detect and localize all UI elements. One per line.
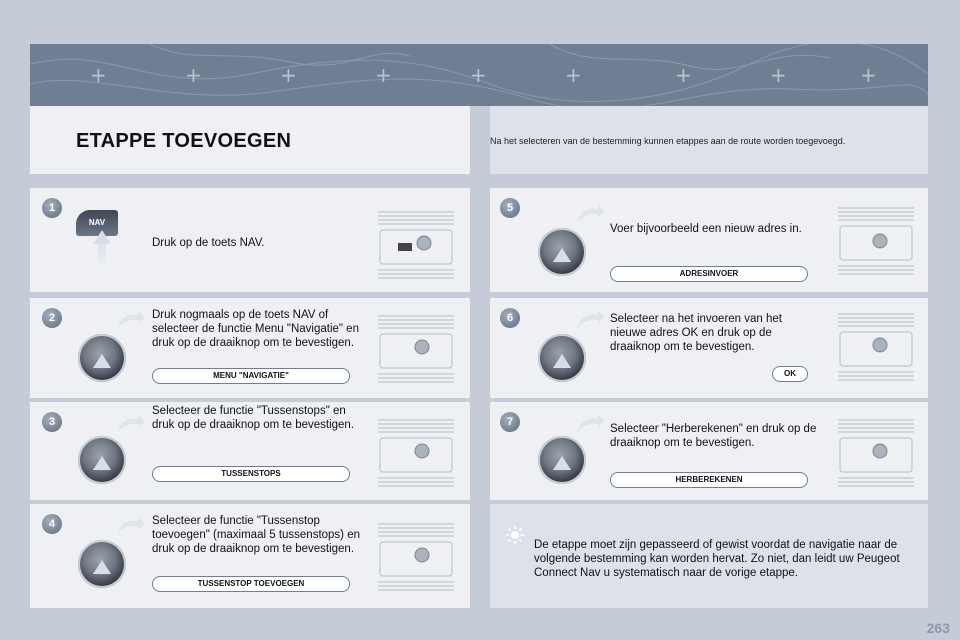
up-arrow-icon xyxy=(93,354,111,368)
step-card-5 xyxy=(490,188,928,292)
svg-text:+: + xyxy=(90,63,107,87)
curved-arrow-icon xyxy=(576,202,606,224)
nav-button-icon: NAV xyxy=(76,210,118,236)
radio-panel-icon xyxy=(376,522,456,594)
curved-arrow-icon xyxy=(116,412,146,434)
menu-label: MENU "NAVIGATIE" xyxy=(152,368,350,384)
svg-text:+: + xyxy=(375,63,392,87)
step-card-7 xyxy=(490,402,928,500)
step-number: 3 xyxy=(42,412,62,432)
curved-arrow-icon xyxy=(116,514,146,536)
step-number: 2 xyxy=(42,308,62,328)
up-arrow-icon xyxy=(553,354,571,368)
title-box xyxy=(30,106,470,174)
svg-text:+: + xyxy=(860,63,877,87)
svg-text:+: + xyxy=(565,63,582,87)
up-arrow-icon xyxy=(553,456,571,470)
curved-arrow-icon xyxy=(576,308,606,330)
step-text: Selecteer na het invoeren van het nieuwe adres OK en druk op de draaiknop om te bevestigen. xyxy=(610,313,782,353)
step-text: Selecteer "Herberekenen" en druk op de draaiknop om te bevestigen. xyxy=(610,423,817,449)
up-arrow-icon xyxy=(93,230,111,244)
radio-panel-icon xyxy=(836,206,916,278)
header-banner xyxy=(30,44,928,106)
up-arrow-icon xyxy=(93,560,111,574)
radio-panel-icon xyxy=(836,312,916,384)
curved-arrow-icon xyxy=(576,412,606,434)
menu-label: TUSSENSTOPS xyxy=(152,466,350,482)
curved-arrow-icon xyxy=(116,308,146,330)
page-number: 263 xyxy=(926,620,950,636)
menu-label: ADRESINVOER xyxy=(610,266,808,282)
radio-panel-icon xyxy=(836,418,916,490)
svg-text:+: + xyxy=(675,63,692,87)
step-number: 6 xyxy=(500,308,520,328)
radio-panel-icon xyxy=(376,314,456,386)
svg-text:+: + xyxy=(470,63,487,87)
svg-text:+: + xyxy=(280,63,297,87)
menu-label: TUSSENSTOP TOEVOEGEN xyxy=(152,576,350,592)
tip-text: De etappe moet zijn gepasseerd of gewist voordat de navigatie naar de volgende bestemming kan worden hervat. Zo niet, dan leidt uw Peugeot Connect Nav u systematisch naar de vorige etappe. xyxy=(534,539,900,579)
radio-panel-icon xyxy=(376,418,456,490)
intro-box xyxy=(490,106,928,174)
step-card-2 xyxy=(30,298,470,398)
step-text: Voer bijvoorbeeld een nieuw adres in. xyxy=(610,223,802,235)
step-text: Selecteer de functie "Tussenstop toevoegen" (maximaal 5 tussenstops) en druk op de draaiknop om te bevestigen. xyxy=(152,515,360,555)
step-text: Druk op de toets NAV. xyxy=(152,237,265,249)
step-number: 1 xyxy=(42,198,62,218)
intro-text: Na het selecteren van de bestemming kunnen etappes aan de route worden toegevoegd. xyxy=(490,136,846,146)
step-card-4 xyxy=(30,504,470,608)
page-title: ETAPPE TOEVOEGEN xyxy=(76,130,292,152)
radio-panel-icon xyxy=(376,210,456,282)
step-card-1 xyxy=(30,188,470,292)
step-text: Druk nogmaals op de toets NAV of selecteer de functie Menu "Navigatie" en druk op de draaiknop om te bevestigen. xyxy=(152,309,359,349)
step-text: Selecteer de functie "Tussenstops" en druk op de draaiknop om te bevestigen. xyxy=(152,405,355,431)
topographic-pattern xyxy=(30,44,928,106)
tip-card xyxy=(490,504,928,608)
step-card-6 xyxy=(490,298,928,398)
step-number: 4 xyxy=(42,514,62,534)
up-arrow-icon xyxy=(553,248,571,262)
up-arrow-icon xyxy=(93,456,111,470)
ok-label: OK xyxy=(772,366,808,382)
svg-text:+: + xyxy=(770,63,787,87)
lightbulb-icon xyxy=(506,526,524,544)
menu-label: HERBEREKENEN xyxy=(610,472,808,488)
step-card-3 xyxy=(30,402,470,500)
step-number: 7 xyxy=(500,412,520,432)
step-number: 5 xyxy=(500,198,520,218)
svg-text:+: + xyxy=(185,63,202,87)
